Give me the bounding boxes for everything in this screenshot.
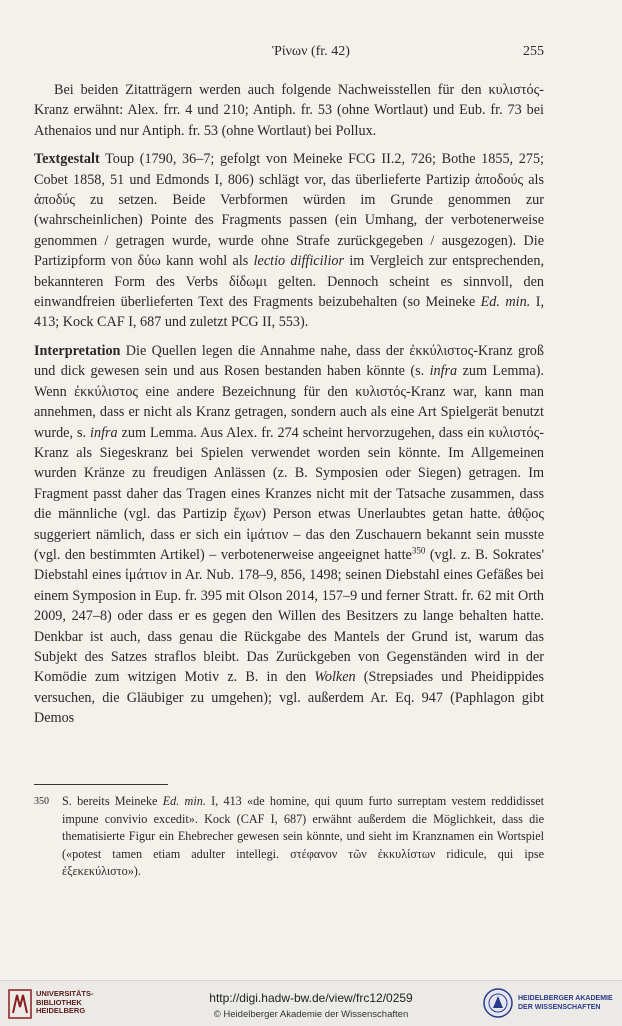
interpretation-text-3: zum Lemma. Aus Alex. fr. 274 scheint hervorzugehen, dass ein κυλιστός-Kranz als Siegeskranz bei Spielen verwendet worden sein könnte. Im Allgemeinen wurden Kränze zu freudigen Anlässen (z. B. Symposien oder Siegen) getragen. Im Fragment passt daher das Tragen eines Kranzes nicht mit der Tatsache zusammen, dass die männliche (vgl. das Partizip ἔχων) Person etwas Unerlaubtes getan hatte. ἀθῷος suggeriert nämlich, dass er sich ein ἱμάτιον – das den Zuschauern bekannt sein musste (vgl. den bestimmten Artikel) – verbotenerweise angeeignet hatte (34, 424, 544, 563)
footnote-text-1: S. bereits Meineke (62, 794, 163, 808)
footnote-divider (34, 784, 168, 785)
main-text (34, 80, 544, 729)
footnote-number: 350 (34, 796, 49, 807)
page-number: 255 (523, 44, 544, 59)
footnote-350 (34, 793, 544, 881)
interpretation-text-2: zum Lemma). Wenn ἐκκύλιστος eine andere Bezeichnung für den κυλιστός-Kranz war, kann man annehmen, dass er nicht als Kranz getragen, sondern auch als eine Art Spielgerät benutzt wurde, s. (34, 363, 544, 441)
footnote-body (34, 793, 544, 881)
paragraph-interpretation (34, 341, 544, 729)
footnote-italic-1: Ed. min. (162, 794, 206, 808)
paragraph-references: Bei beiden Zitatträgern werden auch folgende Nachweisstellen für den κυλιστός-Kranz erwähnt: Alex. frr. 4 und 210; Antiph. fr. 53 (ohne Wortlaut) und Eub. fr. 73 bei Athenaios und nur Antiph. fr. 53 (ohne Wortlaut) bei Pollux. (34, 82, 544, 139)
academy-name (518, 994, 613, 1012)
academy-name-line-1: HEIDELBERGER AKADEMIE (518, 995, 613, 1002)
interpretation-italic-1: infra (429, 363, 458, 380)
section-label-textgestalt: Textgestalt (34, 151, 100, 168)
academy-name-line-2: DER WISSENSCHAFTEN (518, 1004, 601, 1011)
footnote-reference[interactable]: 350 (411, 545, 426, 556)
permalink-url[interactable]: http://digi.hadw-bw.de/view/frc12/0259 (209, 991, 413, 1005)
academy-logo-icon[interactable] (482, 987, 514, 1019)
library-name-line-2: BIBLIOTHEK (36, 997, 82, 1007)
interpretation-text-4: (vgl. z. B. Sokrates' Diebstahl eines ἱμάτιον in Ar. Nub. 178–9, 856, 1498; seinen Diebstahl eines Gefäßes bei einem Symposion in Eup. fr. 395 mit Olson 2014, 157–9 und ferner Stratt. fr. 62 mit Orth 2009, 247–8) oder dass er es gegen den Willen des Besitzers zu lange behalten hatte. Denkbar ist auch, dass genau die Rückgabe des Mantels der Grund ist, warum das Subjekt des Satzes straflos bleibt. Das Zurückgeben von Gegenständen wird in der Komödie zum witzigen Motiv z. B. in den (34, 546, 544, 686)
interpretation-italic-3: Wolken (314, 669, 356, 686)
interpretation-italic-2: infra (90, 424, 118, 441)
footnote-text-2: I, 413 «de homine, qui quum furto surreptam vestem reddidisset impune convivio excedit». Kock (CAF I, 687) erwähnt außerdem die Möglichkeit, dass die thematisierte Figur ein Ehebrecher gewesen sein könnte, und sieht im Kranznamen ein Wortspiel («potest tamen etiam adulter intellegi. στέφανον τῶν ἐκκυλίστων ridicule, qui ipse ἐξεκεκύλιστο»). (62, 794, 545, 879)
interpretation-text-1: Die Quellen legen die Annahme nahe, dass der ἐκκύλιστος-Kranz groß und dick gewesen sein und aus Rosen bestanden haben könnte (s. (34, 342, 544, 380)
copyright-notice: © Heidelberger Akademie der Wissenschaften (213, 1009, 409, 1020)
paragraph-textgestalt (34, 149, 544, 333)
running-title: Ῥίνων (fr. 42) (272, 44, 350, 59)
library-name-line-3: HEIDELBERG (36, 1006, 86, 1016)
textgestalt-text-1: Toup (1790, 36–7; gefolgt von Meineke FCG II.2, 726; Bothe 1855, 275; Cobet 1858, 51 und Edmonds I, 806) schlägt vor, das überlieferte Partizip ἀποδούς als ἀποδύς zu setzen. Beide Verbformen würden im Grunde genommen zur (wahrscheinlichen) Pointe des Fragments passen (ein Umhang, der verbotenerweise genommen / getragen wurde, wurde ohne Strafe zurückgegeben / ausgezogen). Die Partizipform von δύω kann wohl als (34, 151, 544, 270)
textgestalt-italic-1: lectio difficilior (253, 253, 345, 270)
textgestalt-text-3: I, 413; Kock CAF I, 687 und zuletzt PCG II, 553). (34, 294, 544, 331)
section-label-interpretation: Interpretation (34, 342, 121, 359)
viewer-footer-bar (0, 980, 622, 1026)
textgestalt-text-2: im Vergleich zur entsprechenden, bekannteren Form des Verbs δίδωμι gelten. Dennoch scheint es sinnvoll, den einwandfreien überlieferten Text des Fragments beizubehalten (so Meineke (34, 253, 544, 311)
interpretation-text-5: (Strepsiades und Pheidippides versuchen, die Gläubiger zu umgehen); vgl. außerdem Ar. Eq. 947 (Paphlagon gibt Demos (34, 669, 544, 727)
library-name-line-1: UNIVERSITÄTS- (36, 989, 94, 998)
textgestalt-italic-2: Ed. min. (480, 294, 531, 311)
